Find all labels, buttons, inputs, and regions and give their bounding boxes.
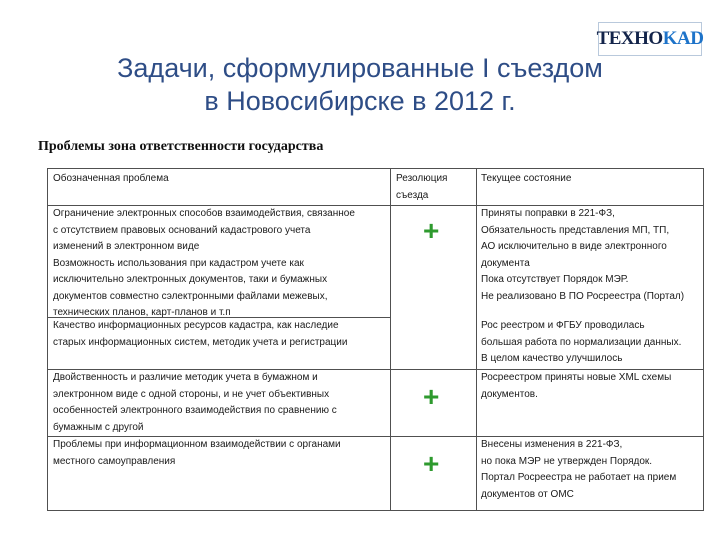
row-status: Рос реестром и ФГБУ проводилась большая работа по нормализации данных. В целом качество улучшилось (481, 320, 682, 364)
row-problem: Проблемы при информационном взаимодействии с органами местного самоуправления (53, 439, 341, 467)
problems-table (47, 168, 704, 511)
row-problem: Двойственность и различие методик учета в бумажном и электронном виде с одной стороны, и не учет объективных особенностей электронного взаимодействия по сравнению с бумажным с другой (53, 372, 337, 433)
header-problem: Обозначенная проблема (53, 173, 169, 184)
row-status: Приняты поправки в 221-ФЗ, Обязательность представления МП, ТП, АО исключительно в виде электронного документа Пока отсутствует Порядок МЭР. Не реализовано В ПО Росреестра (Портал) (481, 208, 685, 302)
row-problem: Качество информационных ресурсов кадастра, как наследие старых информационных систем, методик учета и регистрации (53, 320, 348, 348)
resolution-plus: + (423, 381, 440, 412)
slide-title-line1: Задачи, сформулированные I съездом (117, 53, 603, 83)
resolution-plus: + (423, 448, 440, 479)
slide-title-line2: в Новосибирске в 2012 г. (204, 86, 516, 116)
column-divider (390, 169, 391, 510)
header-resolution: Резолюция съезда (396, 173, 448, 201)
company-logo (598, 22, 702, 56)
row-problem: Ограничение электронных способов взаимодействия, связанное с отсутствием правовых оснований кадастрового учета изменений в электронном виде Возможность использования при кадастром учете как исключительно электронных документов, таки и бумажных документов совместно сэлектронными файлами межевых, технических планов, карт-планов и т.п (53, 208, 355, 318)
resolution-plus: + (423, 215, 440, 246)
logo-wordmark: TEXHOKAD (596, 28, 704, 49)
row-status: Росреестром приняты новые XML схемы документов. (481, 372, 672, 400)
table-subtitle: Проблемы зона ответственности государства (38, 139, 324, 154)
slide-title (40, 52, 680, 118)
header-status: Текущее состояние (481, 173, 572, 184)
column-divider (476, 169, 477, 510)
row-status: Внесены изменения в 221-ФЗ, но пока МЭР не утвержден Порядок. Портал Росреестра не работает на прием документов от ОМС (481, 439, 677, 500)
